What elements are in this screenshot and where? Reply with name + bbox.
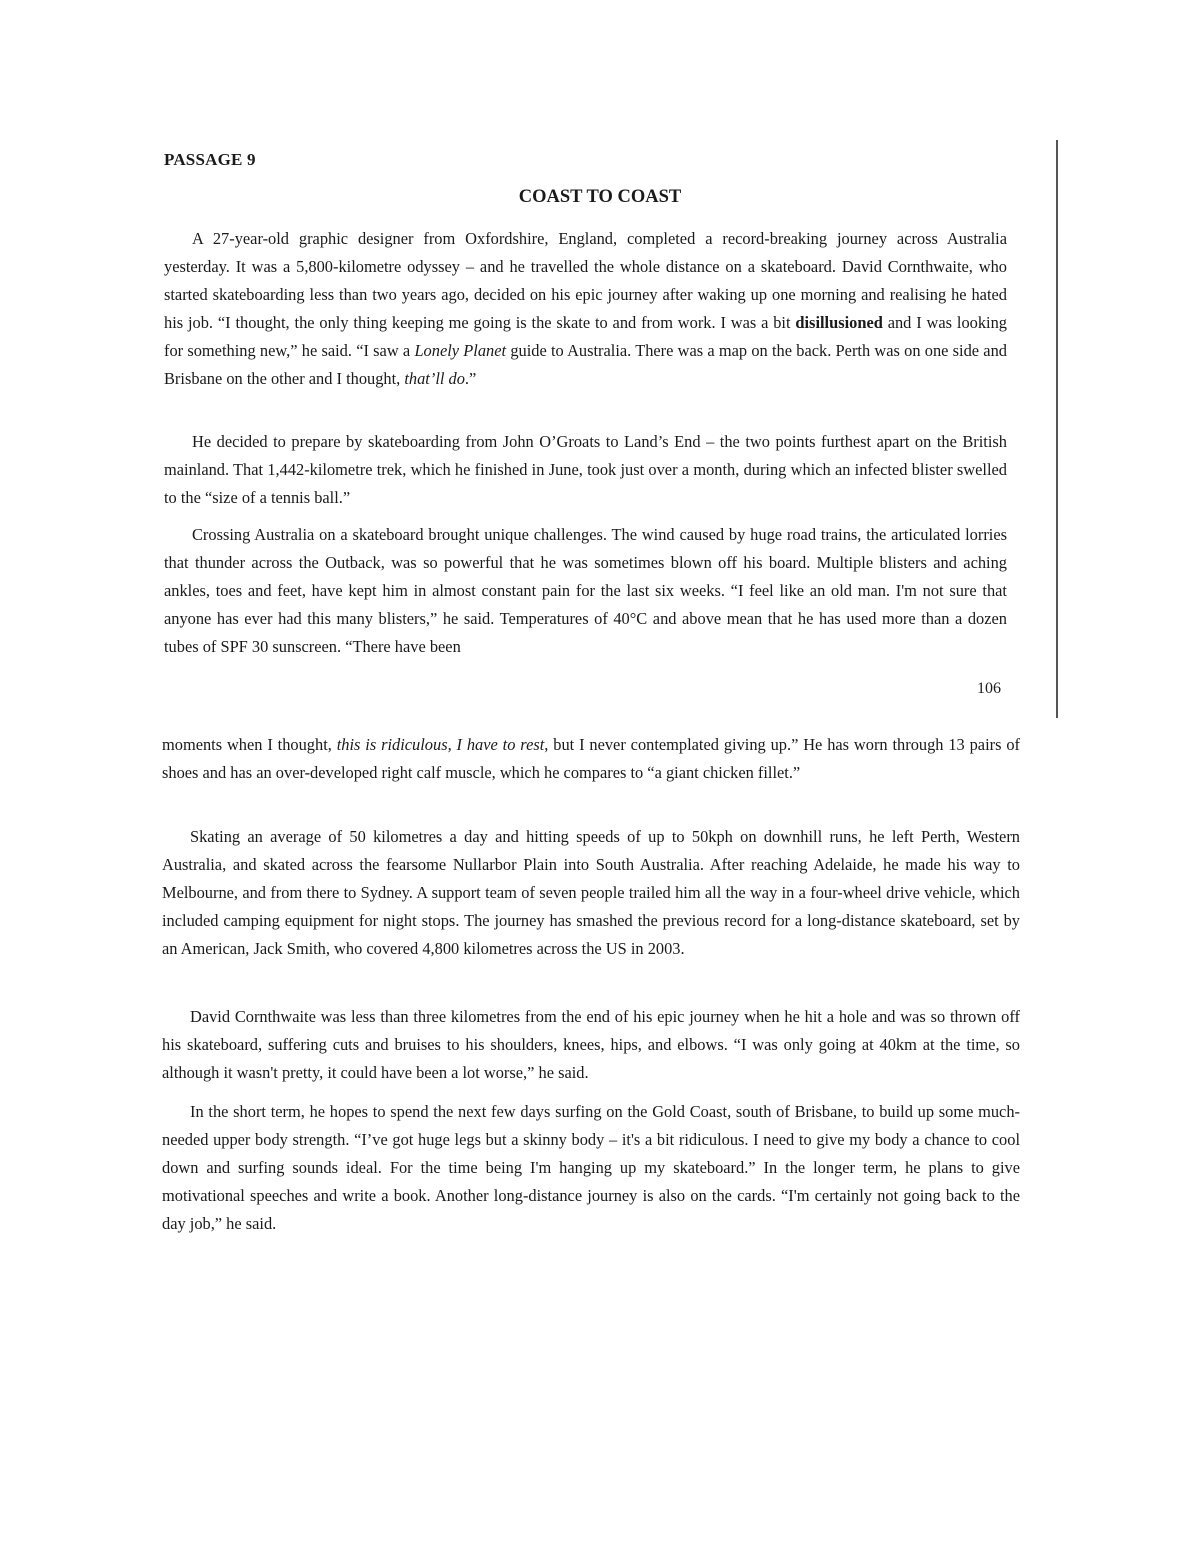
- paragraph-5: Skating an average of 50 kilometres a day and hitting speeds of up to 50kph on downhill runs, he left Perth, Western Australia, and skated across the fearsome Nullarbor Plain into South Australia. After reaching Adelaide, he made his way to Melbourne, and from there to Sydney. A support team of seven people trailed him all the way in a four-wheel drive vehicle, which included camping equipment for night stops. The journey has smashed the previous record for a long-distance skateboard, set by an American, Jack Smith, who covered 4,800 kilometres across the US in 2003.: [162, 827, 1020, 958]
- paragraph-2: He decided to prepare by skateboarding from John O’Groats to Land’s End – the two points furthest apart on the British mainland. That 1,442-kilometre trek, which he finished in June, took just over a month, during which an infected blister swelled to the “size of a tennis ball.”: [164, 432, 1007, 507]
- paragraph-6: David Cornthwaite was less than three kilometres from the end of his epic journey when he hit a hole and was so thrown off his skateboard, suffering cuts and bruises to his shoulders, knees, hips, and elbows. “I was only going at 40km at the time, so although it wasn't pretty, it could have been a lot worse,” he said.: [162, 1007, 1020, 1082]
- page-divider-line: [1056, 140, 1058, 718]
- paragraph-1: A 27-year-old graphic designer from Oxfordshire, England, completed a record-breaking journey across Australia yesterday. It was a 5,800-kilometre odyssey – and he travelled the whole distance on a skateboard. David Cornthwaite, who started skateboarding less than two years ago, decided on his epic journey after waking up one morning and realising he hated his job. “I thought, the only thing keeping me going is the skate to and from work. I was a bit disillusioned and I was looking for something new,” he said. “I saw a Lonely Planet guide to Australia. There was a map on the back. Perth was on one side and Brisbane on the other and I thought, that’ll do.”: [164, 229, 1007, 388]
- page-number: 106: [977, 680, 1001, 697]
- paragraph-4: moments when I thought, this is ridiculous, I have to rest, but I never contemplated giving up.” He has worn through 13 pairs of shoes and has an over-developed right calf muscle, which he compares to “a giant chicken fillet.”: [162, 735, 1020, 782]
- passage-label: PASSAGE 9: [164, 150, 256, 169]
- article-title: COAST TO COAST: [518, 187, 682, 207]
- paragraph-3: Crossing Australia on a skateboard brought unique challenges. The wind caused by huge road trains, the articulated lorries that thunder across the Outback, was so powerful that he was sometimes blown off his board. Multiple blisters and aching ankles, toes and feet, have kept him in almost constant pain for the last six weeks. “I feel like an old man. I'm not sure that anyone has ever had this many blisters,” he said. Temperatures of 40°C and above mean that he has used more than a dozen tubes of SPF 30 sunscreen. “There have been: [164, 525, 1007, 656]
- bold-word: disillusioned: [795, 313, 883, 332]
- thought-italic: this is ridiculous, I have to rest: [336, 735, 545, 754]
- thought-italic: that’ll do: [404, 369, 465, 388]
- paragraph-7: In the short term, he hopes to spend the next few days surfing on the Gold Coast, south of Brisbane, to build up some much-needed upper body strength. “I’ve got huge legs but a skinny body – it's a bit ridiculous. I need to give my body a chance to cool down and surfing sounds ideal. For the time being I'm hanging up my skateboard.” In the longer term, he plans to give motivational speeches and write a book. Another long-distance journey is also on the cards. “I'm certainly not going back to the day job,” he said.: [162, 1102, 1020, 1233]
- book-title-italic: Lonely Planet: [414, 341, 507, 360]
